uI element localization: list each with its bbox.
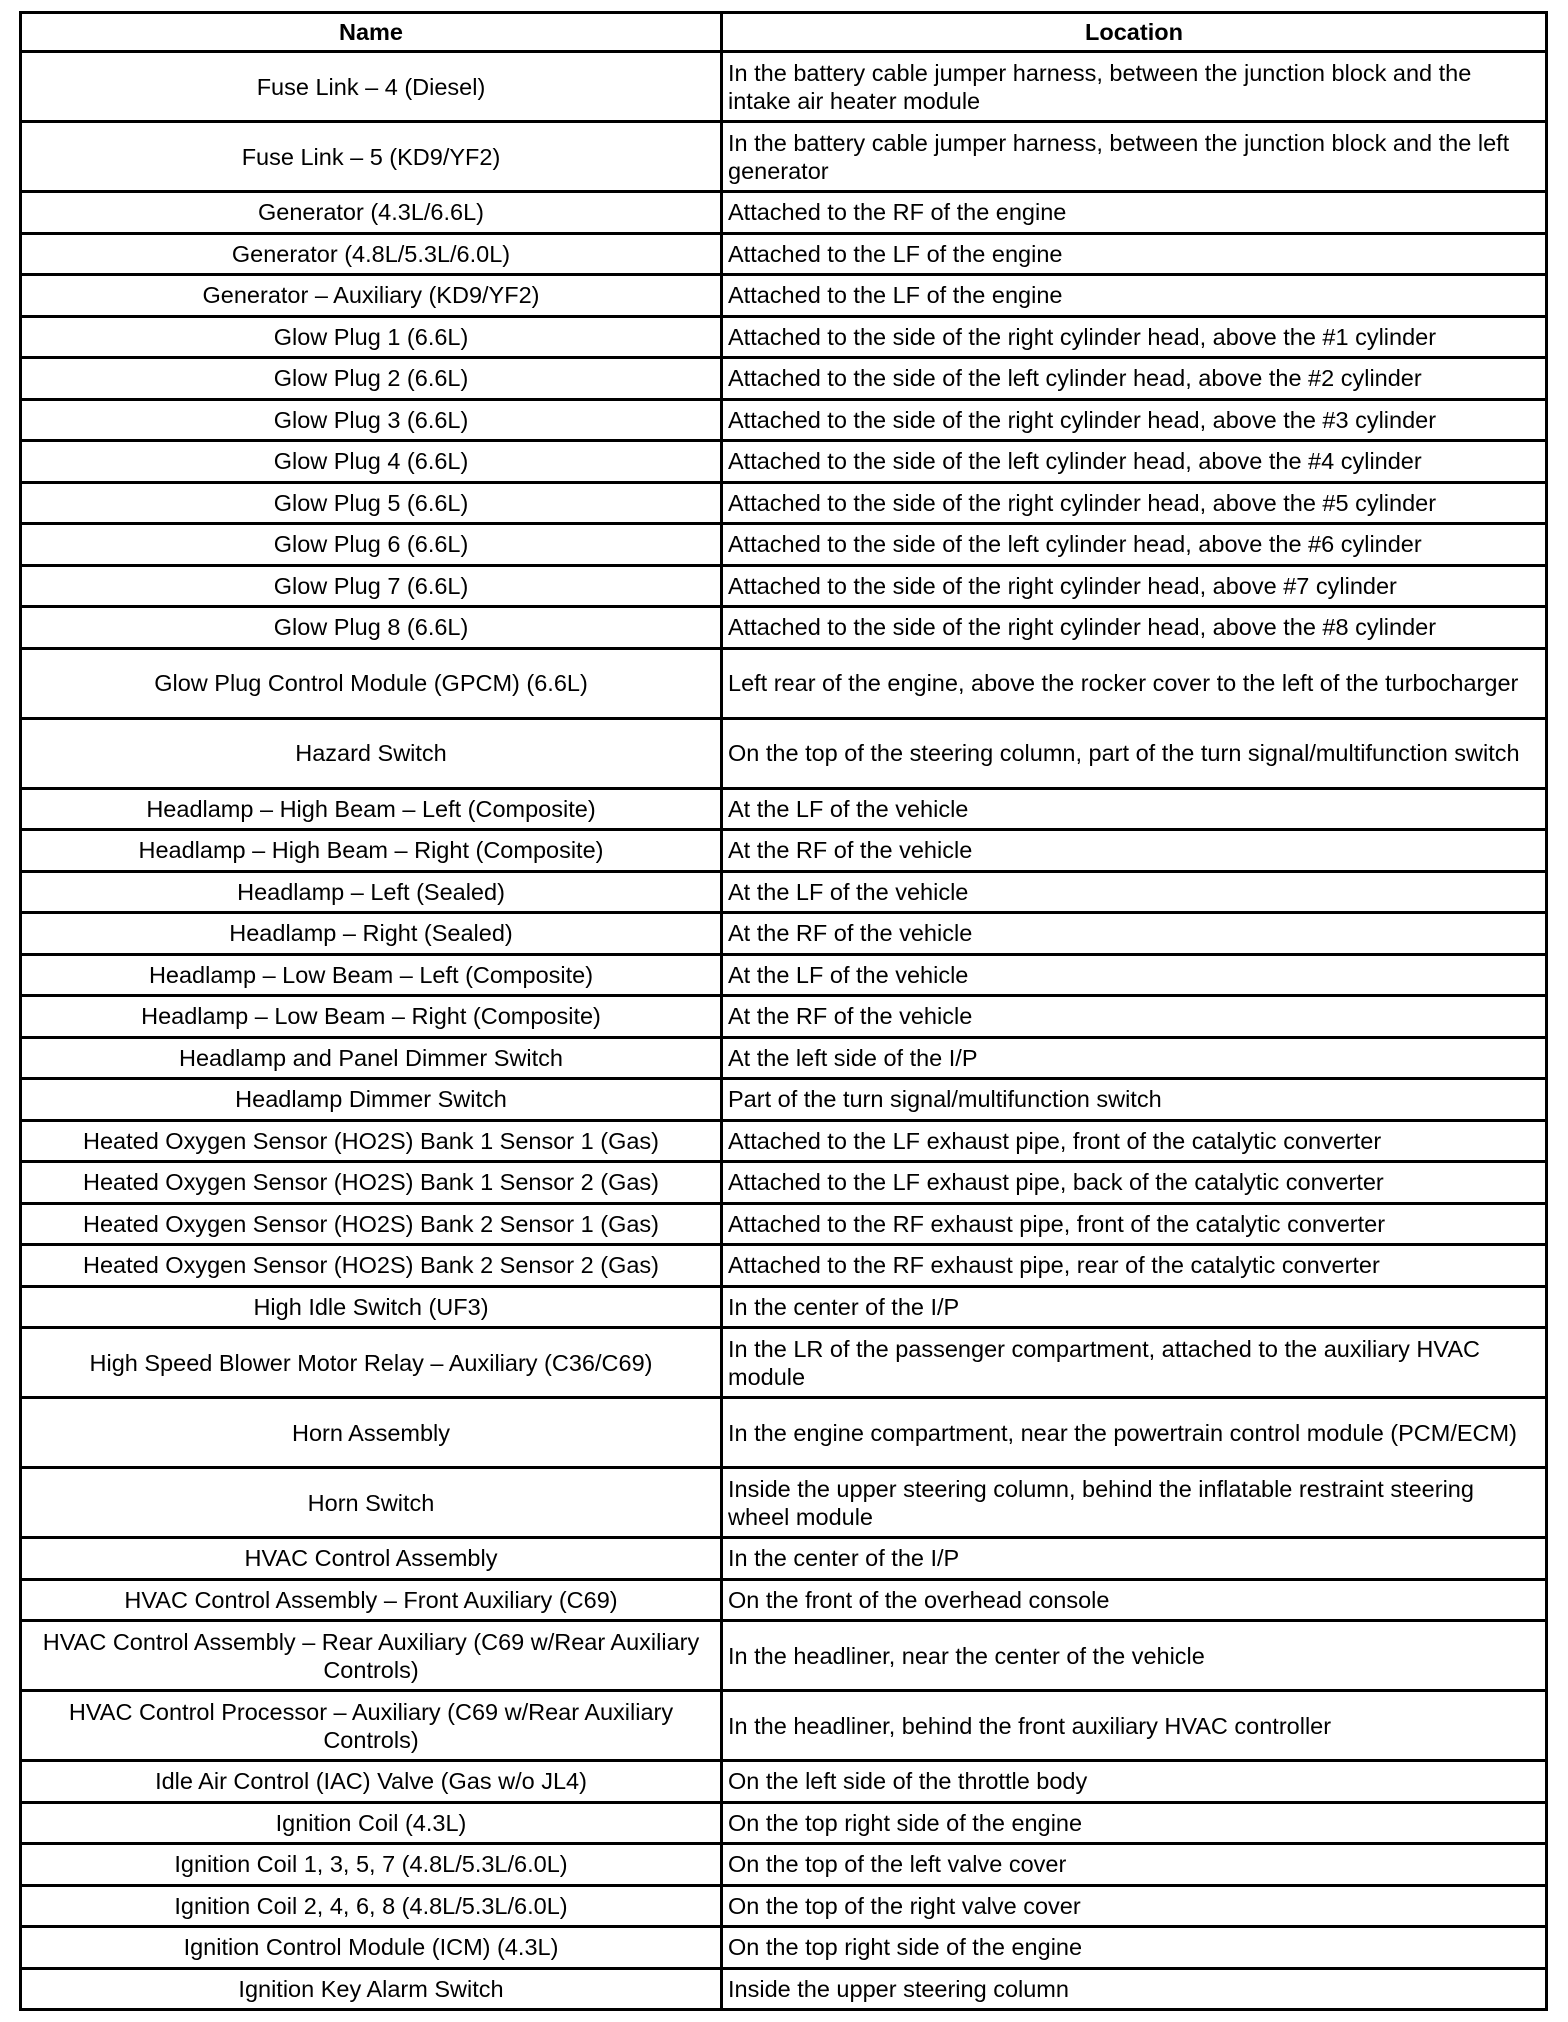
table-row — [21, 52, 1547, 122]
component-name-cell: Headlamp – High Beam – Right (Composite) — [21, 830, 722, 872]
component-name-cell: Horn Assembly — [21, 1398, 722, 1468]
table-row — [21, 1245, 1547, 1287]
table-row — [21, 871, 1547, 913]
component-name-cell: Heated Oxygen Sensor (HO2S) Bank 2 Sensor 1 (Gas) — [21, 1203, 722, 1245]
component-location-cell: In the battery cable jumper harness, between the junction block and the left generator — [722, 122, 1547, 192]
component-location-cell: Attached to the RF exhaust pipe, rear of the catalytic converter — [722, 1245, 1547, 1287]
table-row — [21, 192, 1547, 234]
component-name-cell: Glow Plug 4 (6.6L) — [21, 441, 722, 483]
component-location-cell: In the LR of the passenger compartment, attached to the auxiliary HVAC module — [722, 1328, 1547, 1398]
location-column-header: Location — [722, 13, 1547, 52]
table-row — [21, 1162, 1547, 1204]
component-name-cell: Heated Oxygen Sensor (HO2S) Bank 1 Sensor 2 (Gas) — [21, 1162, 722, 1204]
component-name-cell: Glow Plug 8 (6.6L) — [21, 607, 722, 649]
component-name-cell: Generator (4.8L/5.3L/6.0L) — [21, 233, 722, 275]
table-row — [21, 996, 1547, 1038]
component-location-cell: Attached to the LF exhaust pipe, back of the catalytic converter — [722, 1162, 1547, 1204]
table-row — [21, 275, 1547, 317]
component-location-cell: Attached to the LF of the engine — [722, 275, 1547, 317]
component-name-cell: Generator – Auxiliary (KD9/YF2) — [21, 275, 722, 317]
component-name-cell: Headlamp – Right (Sealed) — [21, 913, 722, 955]
component-location-cell: At the LF of the vehicle — [722, 788, 1547, 830]
component-name-cell: Glow Plug 6 (6.6L) — [21, 524, 722, 566]
component-name-cell: Glow Plug 3 (6.6L) — [21, 399, 722, 441]
component-location-cell: On the left side of the throttle body — [722, 1761, 1547, 1803]
name-column-header: Name — [21, 13, 722, 52]
table-row — [21, 441, 1547, 483]
table-row — [21, 830, 1547, 872]
component-location-cell: At the RF of the vehicle — [722, 996, 1547, 1038]
component-location-cell: Attached to the LF of the engine — [722, 233, 1547, 275]
component-location-cell: In the center of the I/P — [722, 1538, 1547, 1580]
component-location-cell: On the top of the left valve cover — [722, 1844, 1547, 1886]
table-row — [21, 1927, 1547, 1969]
component-name-cell: Generator (4.3L/6.6L) — [21, 192, 722, 234]
component-name-cell: Headlamp – Low Beam – Right (Composite) — [21, 996, 722, 1038]
component-location-cell: Attached to the side of the right cylinder head, above the #1 cylinder — [722, 316, 1547, 358]
component-name-cell: Glow Plug 1 (6.6L) — [21, 316, 722, 358]
table-row — [21, 1579, 1547, 1621]
component-location-cell: Attached to the side of the right cylinder head, above #7 cylinder — [722, 565, 1547, 607]
component-location-cell: Attached to the side of the left cylinder head, above the #6 cylinder — [722, 524, 1547, 566]
component-location-cell: In the battery cable jumper harness, between the junction block and the intake air heater module — [722, 52, 1547, 122]
component-location-cell: In the headliner, behind the front auxiliary HVAC controller — [722, 1691, 1547, 1761]
table-row — [21, 1802, 1547, 1844]
table-row — [21, 524, 1547, 566]
component-location-cell: In the headliner, near the center of the vehicle — [722, 1621, 1547, 1691]
component-name-cell: Ignition Coil 1, 3, 5, 7 (4.8L/5.3L/6.0L) — [21, 1844, 722, 1886]
component-location-cell: Attached to the RF of the engine — [722, 192, 1547, 234]
component-name-cell: Horn Switch — [21, 1468, 722, 1538]
table-row — [21, 788, 1547, 830]
component-location-cell: At the RF of the vehicle — [722, 830, 1547, 872]
component-location-cell: Attached to the side of the left cylinder head, above the #4 cylinder — [722, 441, 1547, 483]
component-location-cell: Attached to the LF exhaust pipe, front of the catalytic converter — [722, 1120, 1547, 1162]
table-row — [21, 358, 1547, 400]
component-location-cell: Part of the turn signal/multifunction switch — [722, 1079, 1547, 1121]
component-name-cell: Ignition Key Alarm Switch — [21, 1968, 722, 2010]
component-location-cell: At the LF of the vehicle — [722, 954, 1547, 996]
component-location-cell: Inside the upper steering column — [722, 1968, 1547, 2010]
component-location-cell: On the top right side of the engine — [722, 1802, 1547, 1844]
table-row — [21, 1468, 1547, 1538]
table-row — [21, 1328, 1547, 1398]
component-name-cell: Glow Plug 5 (6.6L) — [21, 482, 722, 524]
table-row — [21, 1037, 1547, 1079]
component-location-cell: Attached to the side of the left cylinder head, above the #2 cylinder — [722, 358, 1547, 400]
component-name-cell: Ignition Control Module (ICM) (4.3L) — [21, 1927, 722, 1969]
component-location-cell: At the LF of the vehicle — [722, 871, 1547, 913]
table-row — [21, 1120, 1547, 1162]
component-name-cell: HVAC Control Processor – Auxiliary (C69 w/Rear Auxiliary Controls) — [21, 1691, 722, 1761]
component-location-cell: Left rear of the engine, above the rocker cover to the left of the turbocharger — [722, 648, 1547, 718]
table-row — [21, 1621, 1547, 1691]
component-name-cell: Fuse Link – 4 (Diesel) — [21, 52, 722, 122]
component-location-cell: Inside the upper steering column, behind the inflatable restraint steering wheel module — [722, 1468, 1547, 1538]
header-row — [21, 13, 1547, 52]
table-row — [21, 1286, 1547, 1328]
component-name-cell: Headlamp – Low Beam – Left (Composite) — [21, 954, 722, 996]
table-row — [21, 718, 1547, 788]
table-row — [21, 1761, 1547, 1803]
component-name-cell: High Speed Blower Motor Relay – Auxiliary (C36/C69) — [21, 1328, 722, 1398]
table-row — [21, 482, 1547, 524]
component-name-cell: Fuse Link – 5 (KD9/YF2) — [21, 122, 722, 192]
component-name-cell: HVAC Control Assembly — [21, 1538, 722, 1580]
table-row — [21, 1885, 1547, 1927]
component-name-cell: Ignition Coil (4.3L) — [21, 1802, 722, 1844]
component-name-cell: Heated Oxygen Sensor (HO2S) Bank 2 Sensor 2 (Gas) — [21, 1245, 722, 1287]
table-row — [21, 565, 1547, 607]
table-row — [21, 1691, 1547, 1761]
component-location-cell: On the top of the right valve cover — [722, 1885, 1547, 1927]
table-row — [21, 1968, 1547, 2010]
component-name-cell: Glow Plug Control Module (GPCM) (6.6L) — [21, 648, 722, 718]
component-name-cell: Headlamp Dimmer Switch — [21, 1079, 722, 1121]
component-name-cell: Glow Plug 2 (6.6L) — [21, 358, 722, 400]
table-row — [21, 122, 1547, 192]
component-location-cell: Attached to the side of the right cylinder head, above the #5 cylinder — [722, 482, 1547, 524]
component-location-cell: Attached to the side of the right cylinder head, above the #8 cylinder — [722, 607, 1547, 649]
table-row — [21, 399, 1547, 441]
component-name-cell: Ignition Coil 2, 4, 6, 8 (4.8L/5.3L/6.0L) — [21, 1885, 722, 1927]
component-name-cell: Idle Air Control (IAC) Valve (Gas w/o JL4) — [21, 1761, 722, 1803]
component-name-cell: Heated Oxygen Sensor (HO2S) Bank 1 Sensor 1 (Gas) — [21, 1120, 722, 1162]
table-row — [21, 233, 1547, 275]
component-name-cell: HVAC Control Assembly – Rear Auxiliary (C69 w/Rear Auxiliary Controls) — [21, 1621, 722, 1691]
table-row — [21, 913, 1547, 955]
component-name-cell: Headlamp and Panel Dimmer Switch — [21, 1037, 722, 1079]
component-location-cell: In the engine compartment, near the powertrain control module (PCM/ECM) — [722, 1398, 1547, 1468]
table-row — [21, 316, 1547, 358]
table-body — [21, 52, 1547, 2010]
component-location-cell: At the RF of the vehicle — [722, 913, 1547, 955]
table-row — [21, 648, 1547, 718]
component-location-table — [19, 11, 1548, 2011]
component-name-cell: Headlamp – Left (Sealed) — [21, 871, 722, 913]
table-row — [21, 607, 1547, 649]
table-row — [21, 1203, 1547, 1245]
component-location-cell: On the top right side of the engine — [722, 1927, 1547, 1969]
component-name-cell: High Idle Switch (UF3) — [21, 1286, 722, 1328]
table-row — [21, 954, 1547, 996]
component-location-cell: On the top of the steering column, part of the turn signal/multifunction switch — [722, 718, 1547, 788]
table-row — [21, 1079, 1547, 1121]
component-location-cell: At the left side of the I/P — [722, 1037, 1547, 1079]
component-location-cell: On the front of the overhead console — [722, 1579, 1547, 1621]
component-location-cell: In the center of the I/P — [722, 1286, 1547, 1328]
table-row — [21, 1844, 1547, 1886]
component-location-cell: Attached to the side of the right cylinder head, above the #3 cylinder — [722, 399, 1547, 441]
component-name-cell: Hazard Switch — [21, 718, 722, 788]
table-row — [21, 1538, 1547, 1580]
component-location-cell: Attached to the RF exhaust pipe, front of the catalytic converter — [722, 1203, 1547, 1245]
table-row — [21, 1398, 1547, 1468]
component-name-cell: Headlamp – High Beam – Left (Composite) — [21, 788, 722, 830]
component-name-cell: HVAC Control Assembly – Front Auxiliary (C69) — [21, 1579, 722, 1621]
component-name-cell: Glow Plug 7 (6.6L) — [21, 565, 722, 607]
